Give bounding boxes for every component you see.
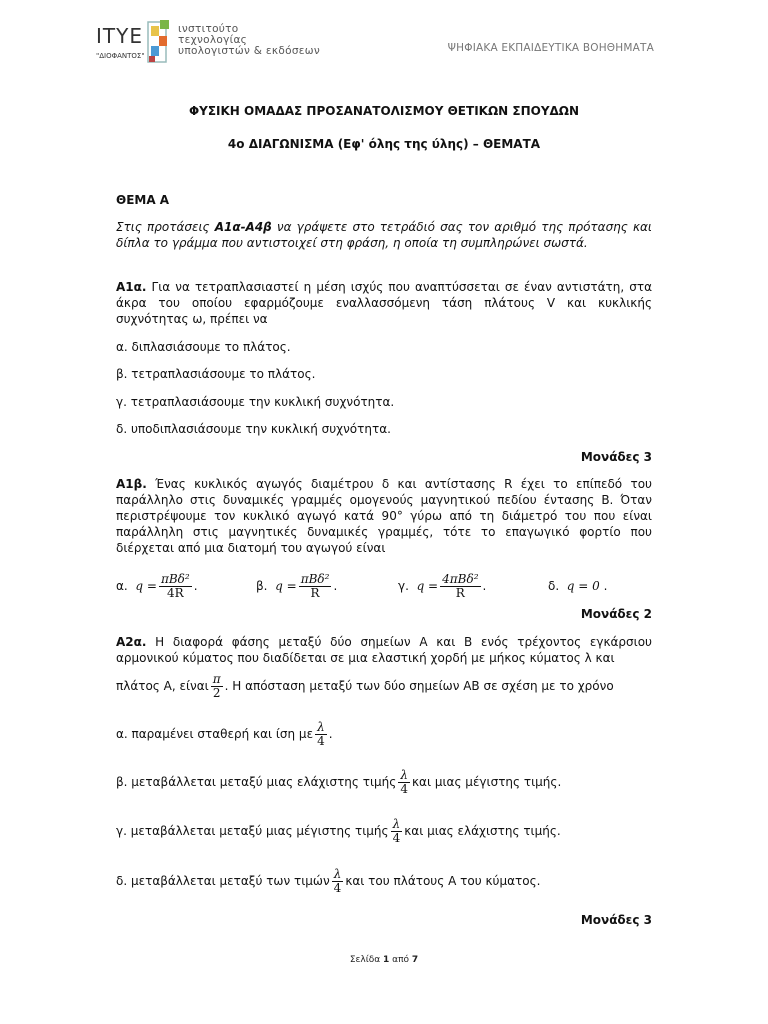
option-a1a-a: α. διπλασιάσουμε το πλάτος.	[116, 340, 291, 354]
logo-mark-icon	[146, 18, 172, 66]
option-a2a-c: γ. μεταβάλλεται μεταξύ μιας μέγιστης τιμής $\frac{\lambda}{4}$ και μιας ελάχιστης τιμής.	[116, 816, 561, 845]
logo-diofantos-text: "ΔΙΟΦΑΝΤΟΣ"	[96, 52, 145, 60]
marks-a1a: Μονάδες 3	[580, 450, 652, 464]
option-a2a-a: α. παραμένει σταθερή και ίση με $\frac{\lambda}{4}$ .	[116, 719, 333, 748]
logo-institute-text: ινστιτούτο τεχνολογίας υπολογιστών & εκδόσεων	[178, 23, 321, 57]
question-label: Α2α.	[116, 635, 147, 649]
question-a1b: Α1β. Ένας κυκλικός αγωγός διαμέτρου δ και αντίστασης R έχει το επίπεδό του παράλληλο στις δυναμικές γραμμές ομογενούς μαγνητικού πεδίου έντασης Β. Όταν περιστρέψουμε τον κυκλικό αγωγό κατά 90° γύρω από τη διάμετρό του που είναι παράλληλη στις μαγνητικές δυναμικές γραμμές, τότε το επαγωγικό φορτίο που διέρχεται από μια διατομή του αγωγού είναι	[116, 477, 652, 555]
question-label: Α1α.	[116, 280, 147, 294]
publisher-logo	[96, 18, 356, 78]
option-a1b-a: α. q = $\frac{\text{πBδ²}}{4R}$ .	[116, 571, 198, 600]
option-a1a-d: δ. υποδιπλασιάσουμε την κυκλική συχνότητα.	[116, 422, 391, 436]
a1b-options-row	[116, 566, 652, 606]
option-a2a-b: β. μεταβάλλεται μεταξύ μιας ελάχιστης τιμής $\frac{\lambda}{4}$ και μιας μέγιστης τιμής.	[116, 767, 562, 796]
option-a1b-c: γ. q = $\frac{\text{4πBδ²}}{R}$ .	[398, 571, 487, 600]
question-a2a-line3: πλάτος Α, είναι $\frac{\pi}{2}$ . Η απόσταση μεταξύ των δύο σημείων ΑΒ σε σχέση με το χρόνο	[116, 671, 614, 700]
option-a1b-b: β. q = $\frac{\text{πBδ²}}{R}$ .	[256, 571, 338, 600]
option-a1a-b: β. τετραπλασιάσουμε το πλάτος.	[116, 367, 316, 381]
instructions-paragraph: Στις προτάσεις Α1α-Α4β να γράψετε στο τετράδιό σας τον αριθμό της πρότασης και δίπλα το γράμμα που αντιστοιχεί στη φράση, η οποία τη συμπληρώνει σωστά.	[116, 220, 652, 250]
header-series-label: ΨΗΦΙΑΚΑ ΕΚΠΑΙΔΕΥΤΙΚΑ ΒΟΗΘΗΜΑΤΑ	[447, 42, 654, 54]
option-a2a-d: δ. μεταβάλλεται μεταξύ των τιμών $\frac{\lambda}{4}$ και του πλάτους Α του κύματος.	[116, 866, 541, 895]
section-heading-a: ΘΕΜΑ Α	[116, 193, 170, 207]
page-number: 1	[383, 955, 390, 965]
document-subtitle: 4ο ΔΙΑΓΩΝΙΣΜΑ (Εφ' όλης της ύλης) – ΘΕΜΑΤΑ	[227, 137, 541, 151]
logo-itye-text: ITYE	[96, 24, 143, 48]
page-footer: Σελίδα 1 από 7	[349, 955, 419, 965]
option-a1a-c: γ. τετραπλασιάσουμε την κυκλική συχνότητα.	[116, 395, 395, 409]
option-a1b-d: δ. q = 0 .	[548, 579, 608, 593]
question-a2a: Α2α. Η διαφορά φάσης μεταξύ δύο σημείων Α και Β ενός τρέχοντος εγκάρσιου αρμονικού κύματος που διαδίδεται σε μια ελαστική χορδή με μήκος κύματος λ και	[116, 635, 652, 665]
question-label: Α1β.	[116, 477, 147, 491]
marks-a2a: Μονάδες 3	[580, 913, 652, 927]
page-total: 7	[411, 955, 419, 965]
question-a1a: Α1α. Για να τετραπλασιαστεί η μέση ισχύς που αναπτύσσεται σε έναν αντιστάτη, στα άκρα του οποίου εφαρμόζουμε εναλλασσόμενη τάση πλάτους V και κυκλικής συχνότητας ω, πρέπει να	[116, 280, 652, 326]
marks-a1b: Μονάδες 2	[580, 607, 652, 621]
document-title: ΦΥΣΙΚΗ ΟΜΑΔΑΣ ΠΡΟΣΑΝΑΤΟΛΙΣΜΟΥ ΘΕΤΙΚΩΝ ΣΠΟΥΔΩΝ	[188, 104, 580, 118]
